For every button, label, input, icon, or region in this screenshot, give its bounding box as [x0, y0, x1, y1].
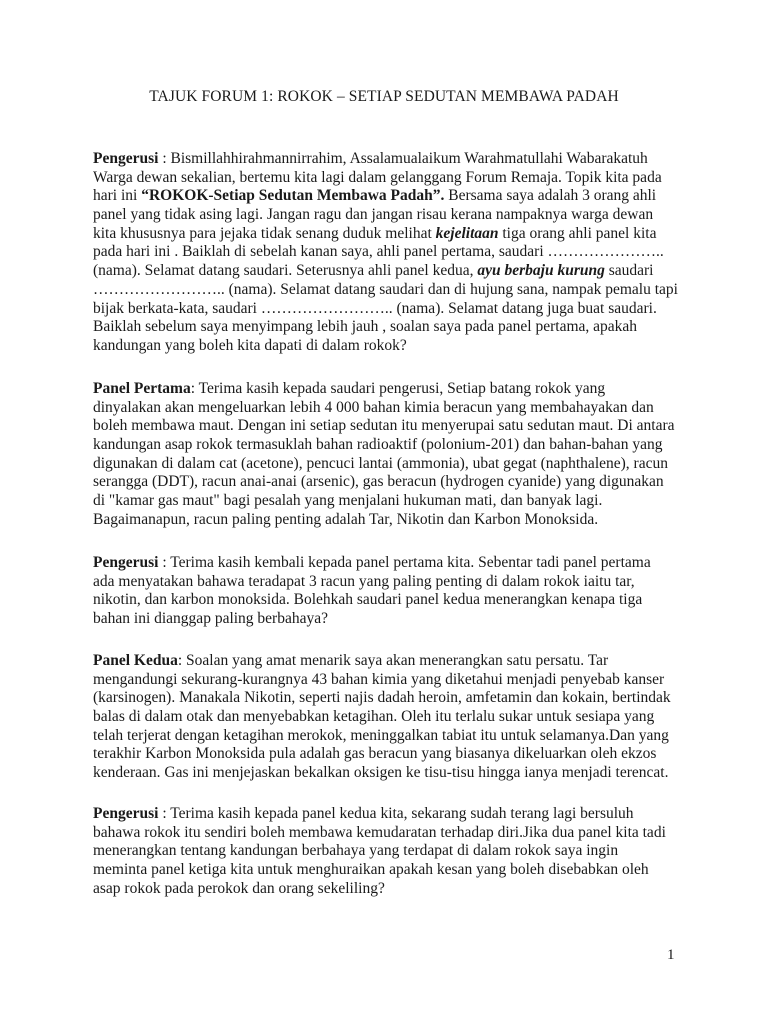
- text-line: [93, 880, 693, 899]
- text-line: [93, 337, 693, 356]
- text-segment: Baiklah sebelum saya menyimpang lebih jauh , soalan saya pada panel pertama, apakah: [93, 318, 638, 336]
- emphasis-text: ayu berbaju kurung: [477, 262, 605, 280]
- speaker-label: Pengerusi: [93, 150, 159, 167]
- text-line: [93, 554, 693, 573]
- text-line: [93, 824, 693, 843]
- text-segment: pada hari ini . Baiklah di sebelah kanan saya, ahli panel pertama, saudari …………………..: [93, 243, 664, 261]
- text-line: [93, 727, 693, 746]
- paragraph-panel-kedua: [93, 652, 693, 783]
- text-line: [93, 745, 693, 764]
- text-segment: : Soalan yang amat menarik saya akan menerangkan satu persatu. Tar: [177, 652, 609, 669]
- text-segment: bijak berkata-kata, saudari …………………….. (nama). Selamat datang juga buat saudari.: [93, 299, 657, 317]
- text-segment: digunakan di dalam cat (acetone), pencuci lantai (ammonia), ubat gegat (naphthalene), racun: [93, 454, 668, 472]
- text-line: [93, 225, 693, 244]
- text-segment: panel yang tidak asing lagi. Jangan ragu dan jangan risau kerana nampaknya warga dewan: [93, 206, 654, 224]
- text-line: [93, 861, 693, 880]
- text-segment: kita khususnya para jejaka tidak senang duduk melihat: [93, 224, 436, 242]
- paragraph-panel-pertama: [93, 380, 693, 530]
- text-line: [93, 689, 693, 708]
- text-line: [93, 436, 693, 455]
- text-segment: meminta panel ketiga kita untuk menghuraikan apakah kesan yang boleh disebabkan oleh: [93, 861, 649, 879]
- text-line: [93, 492, 693, 511]
- text-segment: nikotin, dan karbon monoksida. Bolehkah saudari panel kedua menerangkan kenapa tiga: [93, 591, 643, 609]
- text-line: [93, 764, 693, 783]
- speaker-label: Pengerusi: [93, 554, 159, 571]
- text-segment: terakhir Karbon Monoksida pula adalah gas beracun yang biasanya dikeluarkan oleh ekzos: [93, 745, 657, 763]
- text-segment: : Terima kasih kepada panel kedua kita, sekarang sudah terang lagi bersuluh: [158, 805, 634, 822]
- text-line: [93, 671, 693, 690]
- text-segment: bahan ini dianggap paling berbahaya?: [93, 610, 328, 628]
- paragraph-pengerusi-third: [93, 805, 693, 898]
- text-segment: balas di dalam otak dan menyebabkan ketagihan. Oleh itu terlalu sukar untuk sesiapa yang: [93, 708, 655, 726]
- text-line: [93, 399, 693, 418]
- text-line: [93, 842, 693, 861]
- text-line: [93, 417, 693, 436]
- text-segment: (karsinogen). Manakala Nikotin, seperti najis dadah heroin, amfetamin dan kokain, bertindak: [93, 689, 671, 707]
- speaker-label: Pengerusi: [93, 805, 159, 822]
- text-segment: hari ini: [93, 187, 142, 205]
- text-line: [93, 262, 693, 281]
- text-segment: kandungan asap rokok termasuklah bahan radioaktif (polonium-201) dan bahan-bahan yang: [93, 436, 663, 454]
- text-line: [93, 473, 693, 492]
- text-line: [93, 243, 693, 262]
- paragraph-pengerusi-second: [93, 554, 693, 629]
- text-segment: saudari: [604, 262, 654, 280]
- text-line: [93, 187, 693, 206]
- text-segment: mengandungi sekurang-kurangnya 43 bahan kimia yang diketahui menjadi penyebab kanser: [93, 670, 665, 688]
- text-line: [93, 652, 693, 671]
- text-line: [93, 206, 693, 225]
- text-segment: dinyalakan akan mengeluarkan lebih 4 000 bahan kimia beracun yang membahayakan dan: [93, 398, 654, 416]
- text-segment: kenderaan. Gas ini menjejaskan bekalkan oksigen ke tisu-tisu hingga ianya menjadi terencat.: [93, 764, 669, 782]
- text-line: [93, 708, 693, 727]
- text-line: [93, 380, 693, 399]
- text-segment: : Bismillahhirahmannirrahim, Assalamualaikum Warahmatullahi Wabarakatuh: [158, 150, 648, 167]
- text-line: [93, 318, 693, 337]
- text-segment: telah terjerat dengan ketagihan merokok, meninggalkan tabiat itu untuk selamanya.Dan yang: [93, 726, 669, 744]
- text-line: [93, 805, 693, 824]
- text-segment: kandungan yang boleh kita dapati di dalam rokok?: [93, 336, 407, 354]
- speaker-label: Panel Pertama: [93, 380, 191, 397]
- text-segment: (nama). Selamat datang saudari. Seterusnya ahli panel kedua,: [93, 262, 478, 280]
- text-line: [93, 281, 693, 300]
- text-line: [93, 573, 693, 592]
- text-segment: asap rokok pada perokok dan orang sekeliling?: [93, 879, 385, 897]
- bold-text: “ROKOK-Setiap Sedutan Membawa Padah”.: [141, 187, 445, 205]
- text-segment: : Terima kasih kepada saudari pengerusi, Setiap batang rokok yang: [190, 380, 606, 397]
- text-segment: Bagaimanapun, racun paling penting adalah Tar, Nikotin dan Karbon Monoksida.: [93, 510, 599, 528]
- text-line: [93, 511, 693, 530]
- document-title: TAJUK FORUM 1: ROKOK – SETIAP SEDUTAN MEMBAWA PADAH: [149, 88, 619, 105]
- text-line: [93, 169, 693, 188]
- speaker-label: Panel Kedua: [93, 652, 178, 669]
- emphasis-text: kejelitaan: [435, 224, 499, 242]
- text-segment: di "kamar gas maut" bagi pesalah yang menjalani hukuman mati, dan banyak lagi.: [93, 492, 603, 510]
- text-line: [93, 300, 693, 319]
- text-segment: bahawa rokok itu sendiri boleh membawa kemudaratan terhadap diri.Jika dua panel kita tadi: [93, 823, 666, 841]
- text-segment: serangga (DDT), racun anai-anai (arsenic), gas beracun (hydrogen cyanide) yang digunakan: [93, 473, 664, 491]
- text-segment: menerangkan tentang kandungan berbahaya yang terdapat di dalam rokok saya ingin: [93, 842, 619, 860]
- text-line: [93, 150, 693, 169]
- text-segment: tiga orang ahli panel kita: [498, 224, 657, 242]
- text-segment: boleh membawa maut. Dengan ini setiap sedutan itu menyerupai satu sedutan maut. Di antara: [93, 417, 675, 435]
- text-line: [93, 591, 693, 610]
- text-segment: …………………….. (nama). Selamat datang saudari dan di hujung sana, nampak pemalu tapi: [93, 280, 678, 298]
- text-line: [93, 610, 693, 629]
- text-segment: Bersama saya adalah 3 orang ahli: [444, 187, 657, 205]
- text-segment: : Terima kasih kembali kepada panel pertama kita. Sebentar tadi panel pertama: [158, 554, 651, 571]
- paragraph-pengerusi-opening: [93, 150, 693, 356]
- text-segment: Warga dewan sekalian, bertemu kita lagi dalam gelanggang Forum Remaja. Topik kita pada: [93, 168, 662, 186]
- text-line: [93, 455, 693, 474]
- text-segment: ada menyatakan bahawa teradapat 3 racun yang paling penting di dalam rokok iaitu tar,: [93, 572, 635, 590]
- page-number: 1: [667, 947, 675, 963]
